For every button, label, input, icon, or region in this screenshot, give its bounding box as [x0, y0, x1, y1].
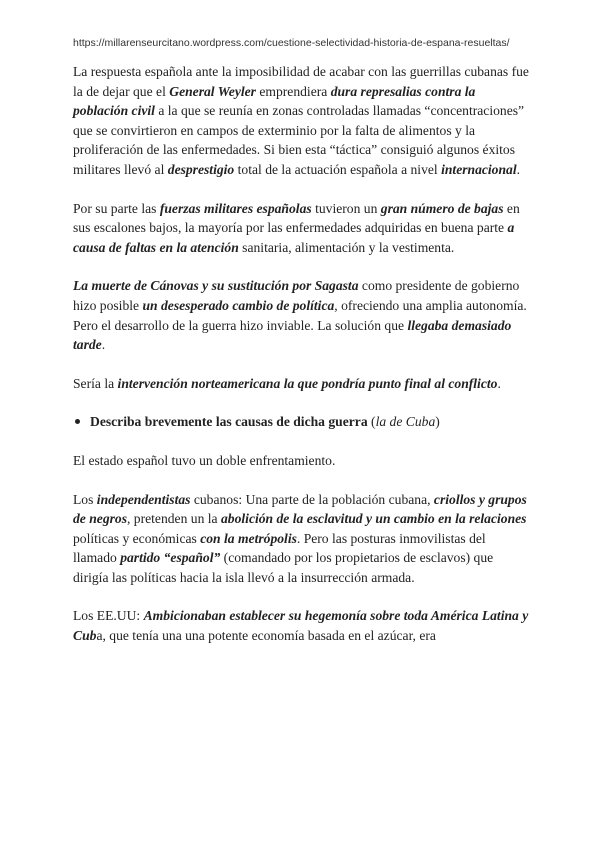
document-page [73, 36, 531, 665]
emphasis: a causa de faltas en la atención [73, 220, 515, 255]
question-item: Describa brevemente las causas de dicha guerra (la de Cuba) [73, 412, 531, 432]
paragraph-independentistas: Los independentistas cubanos: Una parte de la población cubana, criollos y grupos de negros, pretenden un la abolición de la esclavitud y un cambio en la relaciones políticas y económicas con la metrópolis. Pero las posturas inmovilistas del llamado partido “español” (comandado por los propietarios de esclavos) que dirigía las políticas hacia la isla llevó a la insurrección armada. [73, 491, 527, 585]
emphasis: fuerzas militares españolas [159, 200, 312, 216]
paragraph-fuerzas: Por su parte las fuerzas militares españolas tuvieron un gran número de bajas en sus escalones bajos, la mayoría por las enfermedades adquiridas en buena parte a causa de faltas en la atención sanitaria, alimentación y la vestimenta. [73, 200, 520, 255]
emphasis: La muerte de Cánovas y su sustitución por Sagasta [73, 278, 359, 294]
emphasis: Ambicionaban establecer su hegemonía sobre toda América Latina y Cub [73, 608, 529, 644]
emphasis: gran número de bajas [380, 200, 504, 216]
source-url: https://millarenseurcitano.wordpress.com/cuestione-selectividad-historia-de-espana-resueltas/ [73, 37, 510, 49]
emphasis: con la metrópolis [200, 530, 297, 546]
emphasis: internacional [441, 161, 517, 177]
paragraph-eeuu: Los EE.UU: Ambicionaban establecer su hegemonía sobre toda América Latina y Cuba, que tenía una una potente economía basada en el azúcar, era [73, 608, 529, 644]
bullet-icon [75, 419, 80, 424]
paragraph-doble: El estado español tuvo un doble enfrentamiento. [73, 452, 336, 468]
emphasis: llegaba demasiado tarde [73, 317, 512, 353]
paragraph-weyler: La respuesta española ante la imposibilidad de acabar con las guerrillas cubanas fue la de dejar que el General Weyler emprendiera dura represalias contra la población civil a la que se reunía en zonas controladas llamadas “concentraciones” que se convirtieron en campos de exterminio por la falta de alimentos y la proliferación de las enfermedades. Si bien esta “táctica” consiguió algunos éxitos militares llevó al desprestigio total de la actuación española a nivel internacional. [73, 64, 529, 177]
question-note: la de Cuba [375, 414, 436, 430]
emphasis: criollos y grupos de negros [73, 491, 527, 527]
question-text: Describa brevemente las causas de dicha guerra [90, 414, 368, 430]
emphasis: General Weyler [169, 83, 256, 99]
paragraph-canovas: La muerte de Cánovas y su sustitución por Sagasta como presidente de gobierno hizo posible un desesperado cambio de política, ofreciendo una amplia autonomía. Pero el desarrollo de la guerra hizo inviable. La solución que llegaba demasiado tarde. [73, 278, 527, 353]
emphasis: dura represalias contra la población civil [73, 83, 476, 119]
emphasis: abolición de la esclavitud y un cambio en la relaciones [221, 511, 527, 527]
emphasis: desprestigio [167, 161, 235, 177]
emphasis: un desesperado cambio de política [142, 297, 335, 313]
emphasis: partido “español” [120, 550, 221, 566]
emphasis: intervención norteamericana la que pondría punto final al conflicto [117, 375, 498, 391]
emphasis: independentistas [96, 491, 191, 507]
paragraph-intervencion: Sería la intervención norteamericana la que pondría punto final al conflicto. [73, 375, 501, 391]
